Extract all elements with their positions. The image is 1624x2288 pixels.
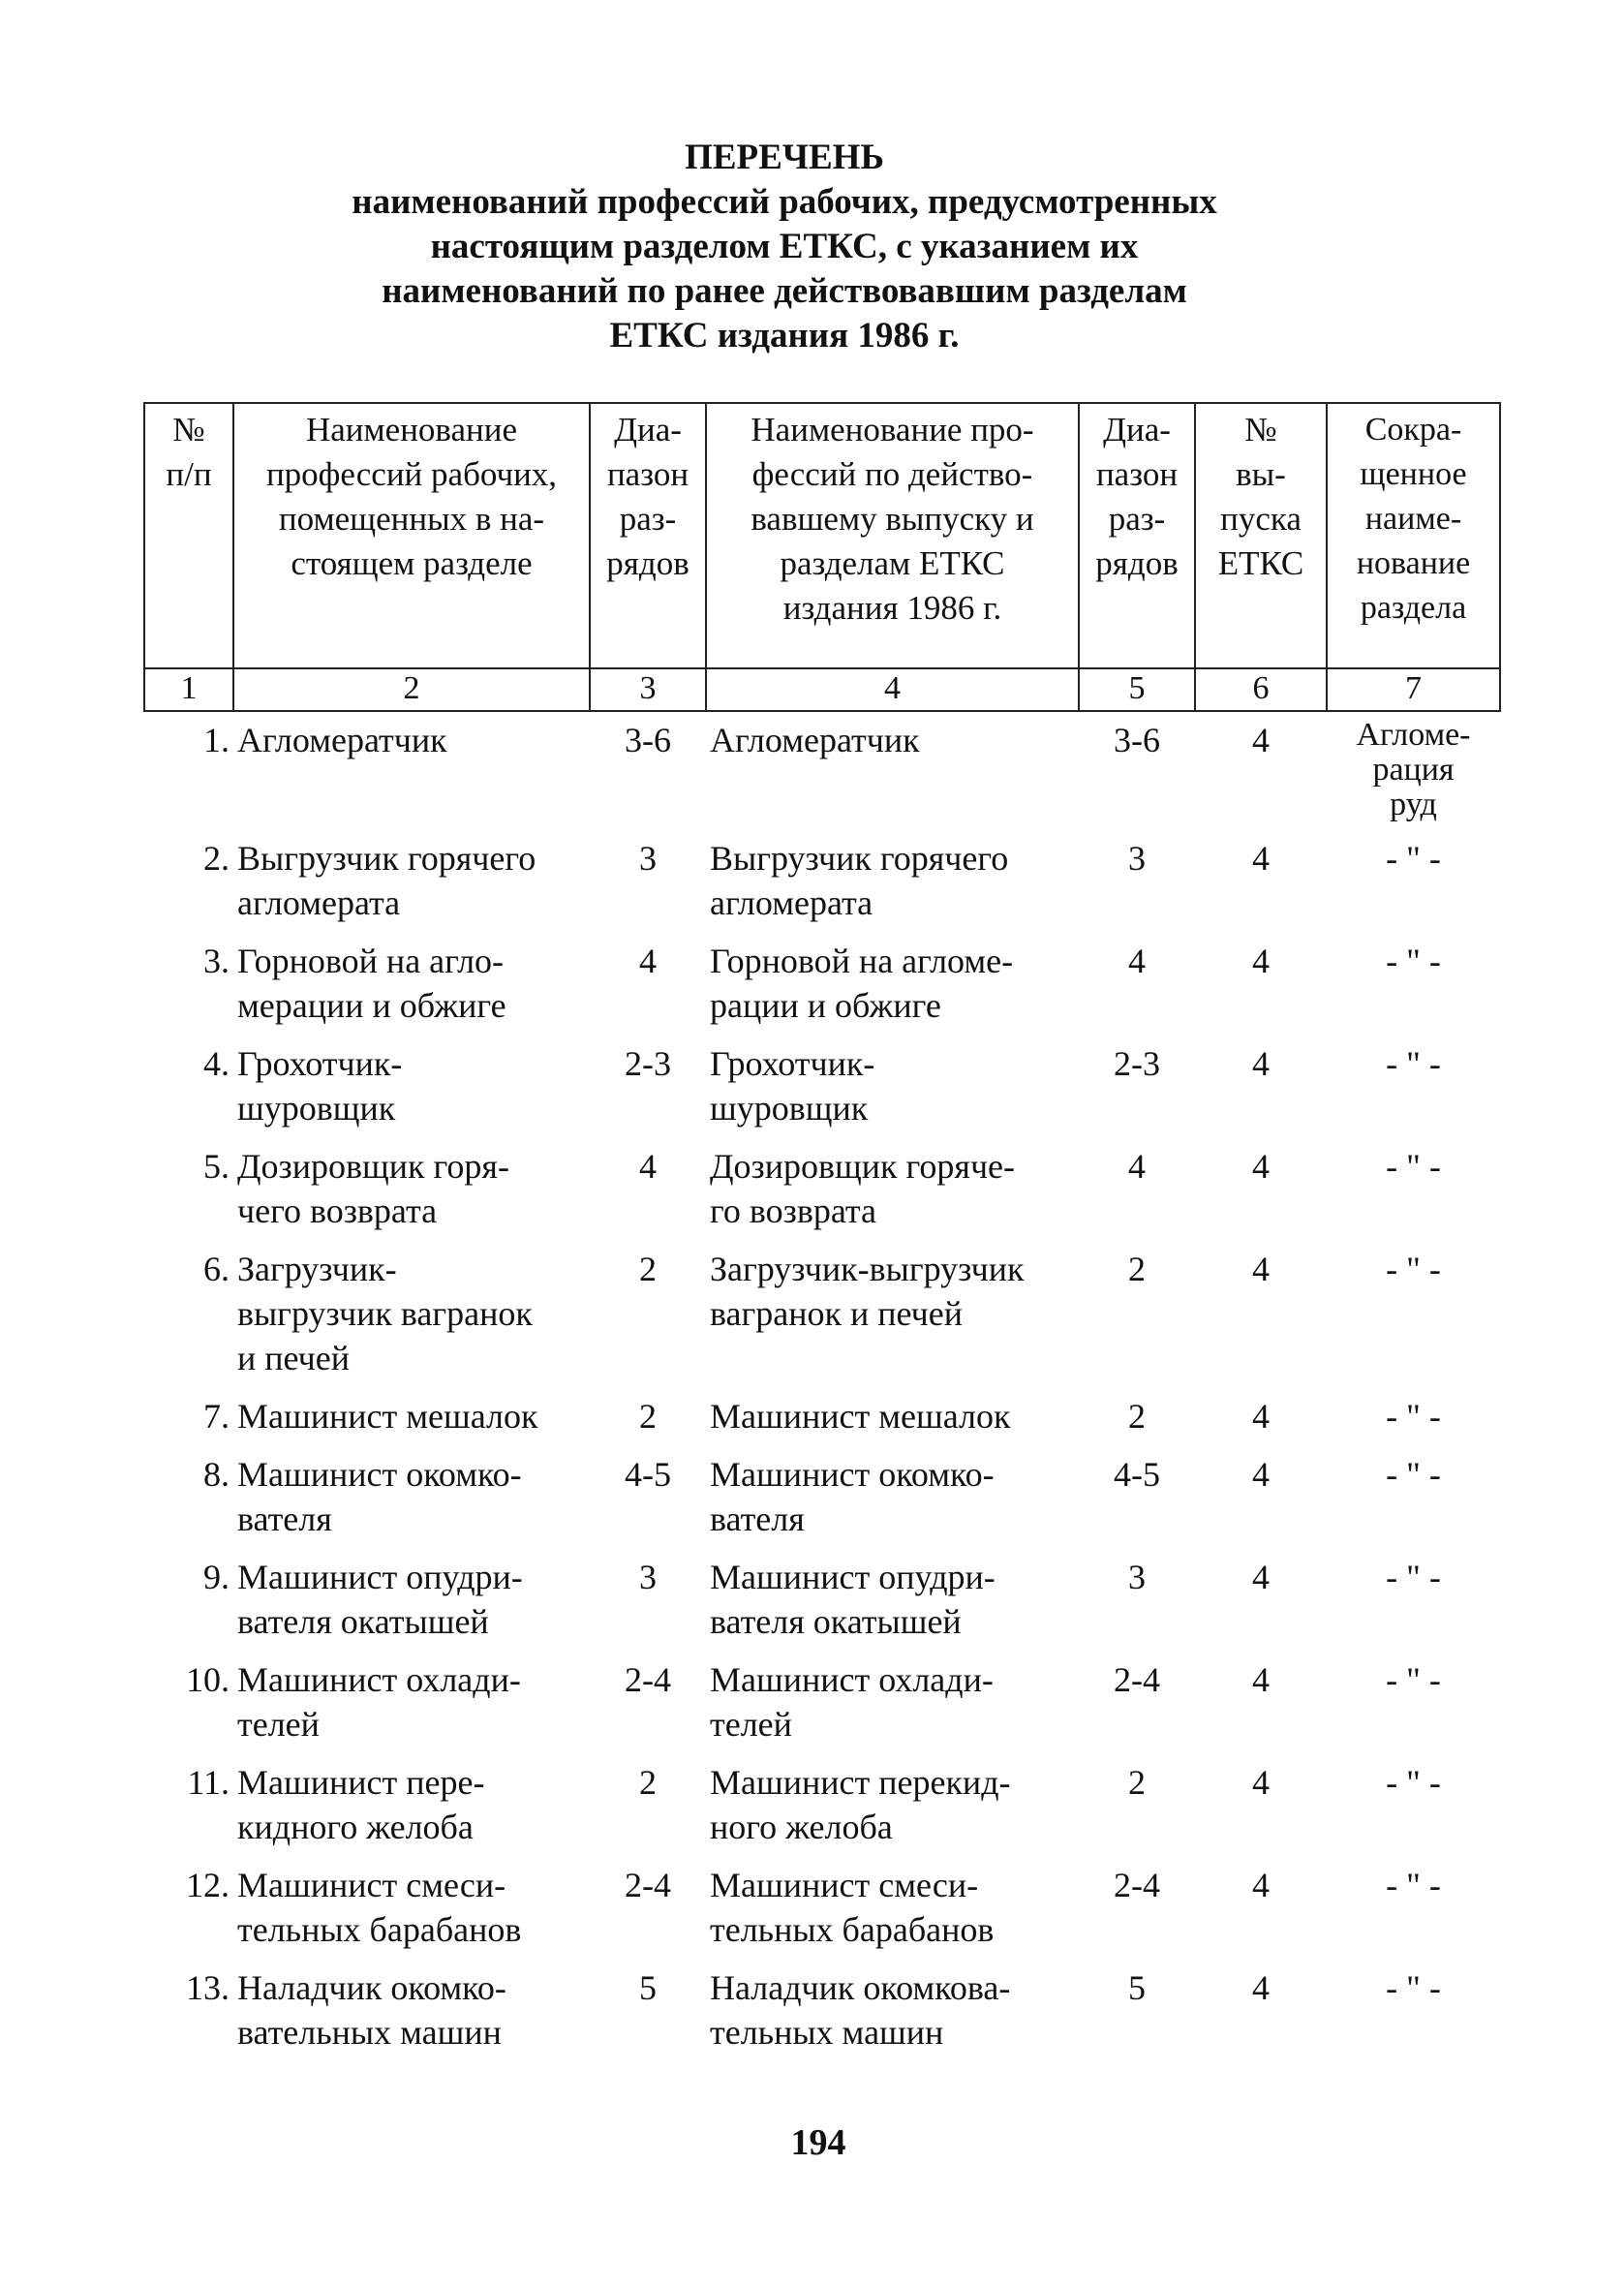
old-profession-name [706,711,1079,832]
row-number: 12. [186,1866,230,1904]
grade-range: 3 [639,839,657,878]
section-short-name [1327,1654,1500,1756]
section-short-name [1327,1390,1500,1448]
old-profession-name [706,1243,1079,1390]
old-grade-range: 2-4 [1114,1866,1160,1904]
profession-name-line: Выгрузчик горячего [237,839,536,878]
grade-range: 2 [639,1250,657,1288]
table-row [144,832,1500,935]
old-profession-name-line: агломерата [710,883,873,922]
header-line: вавшему выпуску и [751,500,1034,538]
header-line: рядов [606,544,689,582]
title-line-3: настоящим разделом ЕТКС, с указанием их [430,227,1139,266]
old-profession-name-line: рации и обжиге [710,986,941,1025]
section-short-name-line: - " - [1386,1660,1441,1699]
section-short-name-line: - " - [1386,1250,1441,1288]
header-line: пуска [1220,500,1302,538]
header-line: № [172,411,205,448]
old-grade-range: 4 [1128,942,1146,980]
table-header [144,403,1500,711]
table-row [144,1140,1500,1243]
old-profession-name-line: телей [710,1705,792,1744]
old-profession-name-line: Выгрузчик горячего [710,839,1009,878]
row-number: 13. [186,1968,230,2007]
header-line: Диа- [614,411,682,448]
section-short-name [1327,832,1500,935]
profession-name-line: мерации и обжиге [237,986,506,1025]
row-number: 1. [203,721,230,759]
section-short-name-line: рация [1372,752,1455,788]
old-profession-name-line: Загрузчик-выгрузчик [710,1250,1025,1288]
old-profession-name [706,1654,1079,1756]
table-row [144,1037,1500,1140]
profession-name-line: выгрузчик вагранок [237,1294,533,1333]
header-line: Наименование [305,411,518,448]
profession-name [233,1551,590,1654]
profession-name-line: Машинист смеси- [237,1866,506,1904]
profession-name [233,1140,590,1243]
section-short-name-line: - " - [1386,1147,1441,1186]
old-profession-name-line: Наладчик окомкова- [710,1968,1011,2007]
old-profession-name-line: тельных барабанов [710,1910,995,1949]
row-number: 7. [203,1397,230,1436]
section-short-name-line: - " - [1386,1455,1441,1494]
issue-number: 4 [1252,1044,1270,1083]
header-section-short-name [1327,403,1500,668]
issue-number: 4 [1252,1455,1270,1494]
old-profession-name-line: ного желоба [710,1808,893,1846]
row-number: 3. [203,942,230,980]
grade-range: 4 [639,942,657,980]
section-short-name-line: - " - [1386,942,1441,980]
header-line: Сокра- [1364,412,1462,448]
header-line: фессий по действо- [751,455,1033,493]
header-number [144,403,233,668]
issue-number: 4 [1252,1147,1270,1186]
column-number: 2 [233,668,590,711]
table-row [144,1756,1500,1859]
column-number: 5 [1079,668,1195,711]
header-line: профессий рабочих, [265,455,558,493]
table-row [144,1962,1500,2064]
profession-name-line: вателя [237,1500,332,1538]
header-line: щенное [1360,456,1467,492]
row-number: 8. [203,1455,230,1494]
old-profession-name-line: Машинист смеси- [710,1866,979,1904]
profession-name-line: Машинист охлади- [237,1660,521,1699]
profession-name-line: вательных машин [237,2013,502,2052]
old-profession-name-line: вателя окатышей [710,1602,962,1641]
section-short-name-line: - " - [1386,839,1441,878]
header-line: нование [1356,545,1471,581]
profession-name [233,1390,590,1448]
old-profession-name-line: Машинист окомко- [710,1455,995,1494]
old-grade-range: 4-5 [1114,1455,1160,1494]
header-row [144,403,1500,668]
header-line: наиме- [1364,501,1462,537]
row-number: 4. [203,1044,230,1083]
section-short-name-line: руд [1390,787,1437,822]
profession-name-line: Машинист опудри- [237,1558,523,1596]
section-short-name-line: - " - [1386,1558,1441,1596]
title-line-4: наименований по ранее действовавшим разделам [382,271,1187,311]
grade-range: 2 [639,1397,657,1436]
section-short-name-line: Агломе- [1356,717,1471,753]
header-line: п/п [166,455,212,493]
old-grade-range: 5 [1128,1968,1146,2007]
table-row [144,1551,1500,1654]
table-row [144,1859,1500,1962]
section-short-name [1327,1551,1500,1654]
profession-name [233,1243,590,1390]
issue-number: 4 [1252,839,1270,878]
old-profession-name [706,832,1079,935]
section-short-name [1327,1037,1500,1140]
profession-name-line: Горновой на агло- [237,942,505,980]
header-old-profession-name [706,403,1079,668]
old-profession-name-line: Машинист охлади- [710,1660,994,1699]
profession-name-line: Машинист пере- [237,1763,485,1802]
profession-name [233,1654,590,1756]
old-profession-name [706,1448,1079,1551]
header-line: раз- [619,500,677,538]
table-body [144,711,1500,2064]
header-old-grade-range [1079,403,1195,668]
old-profession-name [706,1037,1079,1140]
row-number: 10. [186,1660,230,1699]
old-grade-range: 4 [1128,1147,1146,1186]
old-profession-name [706,1551,1079,1654]
table-row [144,1448,1500,1551]
old-profession-name-line: тельных машин [710,2013,944,2052]
table-row [144,1654,1500,1756]
profession-name [233,711,590,832]
old-profession-name-line: вагранок и печей [710,1294,963,1333]
row-number: 11. [187,1763,230,1802]
professions-table [143,402,1501,2064]
header-issue-number [1195,403,1327,668]
title-line-1: ПЕРЕЧЕНЬ [685,138,884,177]
issue-number: 4 [1252,1763,1270,1802]
grade-range: 5 [639,1968,657,2007]
header-line: помещенных в на- [278,500,545,538]
profession-name-line: Машинист окомко- [237,1455,522,1494]
old-profession-name-line: Грохотчик- [710,1044,875,1083]
old-profession-name-line: Машинист мешалок [710,1397,1011,1436]
section-short-name-line: - " - [1386,1763,1441,1802]
section-short-name [1327,1756,1500,1859]
old-profession-name [706,1390,1079,1448]
grade-range: 3 [639,1558,657,1596]
section-short-name-line: - " - [1386,1968,1441,2007]
grade-range: 3-6 [625,721,671,759]
table-row [144,1243,1500,1390]
header-line: Наименование про- [751,411,1034,448]
old-grade-range: 2 [1128,1397,1146,1436]
old-grade-range: 2-3 [1114,1044,1160,1083]
grade-range: 2 [639,1763,657,1802]
column-number: 6 [1195,668,1327,711]
profession-name-line: вателя окатышей [237,1602,489,1641]
header-line: пазон [606,455,689,493]
section-short-name-line: - " - [1386,1866,1441,1904]
profession-name-line: Загрузчик- [237,1250,397,1288]
row-number: 2. [203,839,230,878]
table-row [144,711,1500,832]
issue-number: 4 [1252,1968,1270,2007]
profession-name-line: и печей [237,1339,350,1377]
old-profession-name [706,935,1079,1037]
header-line: рядов [1095,544,1179,582]
title-line-5: ЕТКС издания 1986 г. [609,316,960,356]
section-short-name [1327,1962,1500,2064]
issue-number: 4 [1252,942,1270,980]
old-profession-name [706,1140,1079,1243]
header-line: пазон [1095,455,1179,493]
column-number: 3 [590,668,706,711]
issue-number: 4 [1252,721,1270,759]
profession-name-line: Наладчик окомко- [237,1968,506,2007]
profession-name-line: Дозировщик горя- [237,1147,509,1186]
profession-name-line: тельных барабанов [237,1910,522,1949]
header-line: раздела [1360,590,1467,626]
profession-name [233,1448,590,1551]
issue-number: 4 [1252,1250,1270,1288]
grade-range: 2-3 [625,1044,671,1083]
grade-range: 2-4 [625,1866,671,1904]
issue-number: 4 [1252,1558,1270,1596]
issue-number: 4 [1252,1660,1270,1699]
header-grade-range [590,403,706,668]
page-number: 194 [790,2122,846,2163]
table-row [144,1390,1500,1448]
profession-name [233,935,590,1037]
profession-name [233,1756,590,1859]
old-profession-name-line: вателя [710,1500,805,1538]
profession-name [233,1037,590,1140]
old-grade-range: 2 [1128,1250,1146,1288]
old-profession-name [706,1756,1079,1859]
grade-range: 2-4 [625,1660,671,1699]
old-profession-name-line: го возврата [710,1191,877,1230]
section-short-name [1327,935,1500,1037]
header-line: вы- [1236,455,1286,493]
document-title [0,136,1569,358]
profession-name-line: шуровщик [237,1089,396,1128]
section-short-name [1327,1140,1500,1243]
section-short-name [1327,1859,1500,1962]
section-short-name [1327,711,1500,832]
profession-name-line: агломерата [237,883,401,922]
column-number: 7 [1327,668,1500,711]
issue-number: 4 [1252,1866,1270,1904]
header-profession-name [233,403,590,668]
section-short-name [1327,1243,1500,1390]
section-short-name [1327,1448,1500,1551]
profession-name-line: телей [237,1705,320,1744]
old-profession-name-line: Агломератчик [710,721,920,759]
header-line: ЕТКС [1217,544,1304,582]
profession-name-line: Машинист мешалок [237,1397,538,1436]
column-number: 1 [144,668,233,711]
header-line: № [1244,411,1277,448]
profession-name-line: чего возврата [237,1191,438,1230]
old-profession-name-line: Дозировщик горяче- [710,1147,1016,1186]
old-grade-range: 3-6 [1114,721,1160,759]
old-profession-name [706,1859,1079,1962]
old-profession-name-line: Горновой на агломе- [710,942,1014,980]
table-row [144,935,1500,1037]
old-profession-name-line: шуровщик [710,1089,869,1128]
old-profession-name-line: Машинист перекид- [710,1763,1011,1802]
grade-range: 4 [639,1147,657,1186]
old-profession-name-line: Машинист опудри- [710,1558,996,1596]
row-number: 5. [203,1147,230,1186]
profession-name [233,1859,590,1962]
grade-range: 4-5 [625,1455,671,1494]
header-line: Диа- [1103,411,1171,448]
profession-name [233,1962,590,2064]
row-number: 9. [203,1558,230,1596]
old-grade-range: 3 [1128,1558,1146,1596]
row-number: 6. [203,1250,230,1288]
profession-name-line: Агломератчик [237,721,447,759]
old-grade-range: 2-4 [1114,1660,1160,1699]
profession-name-line: кидного желоба [237,1808,474,1846]
header-line: разделам ЕТКС [780,544,1005,582]
section-short-name-line: - " - [1386,1397,1441,1436]
header-line: стоящем разделе [291,544,533,582]
header-line: издания 1986 г. [782,589,1002,627]
section-short-name-line: - " - [1386,1044,1441,1083]
column-number: 4 [706,668,1079,711]
title-line-2: наименований профессий рабочих, предусмотренных [352,182,1217,222]
profession-name-line: Грохотчик- [237,1044,403,1083]
issue-number: 4 [1252,1397,1270,1436]
old-profession-name [706,1962,1079,2064]
header-line: раз- [1108,500,1166,538]
old-grade-range: 3 [1128,839,1146,878]
profession-name [233,832,590,935]
old-grade-range: 2 [1128,1763,1146,1802]
column-numbers-row [144,668,1500,711]
